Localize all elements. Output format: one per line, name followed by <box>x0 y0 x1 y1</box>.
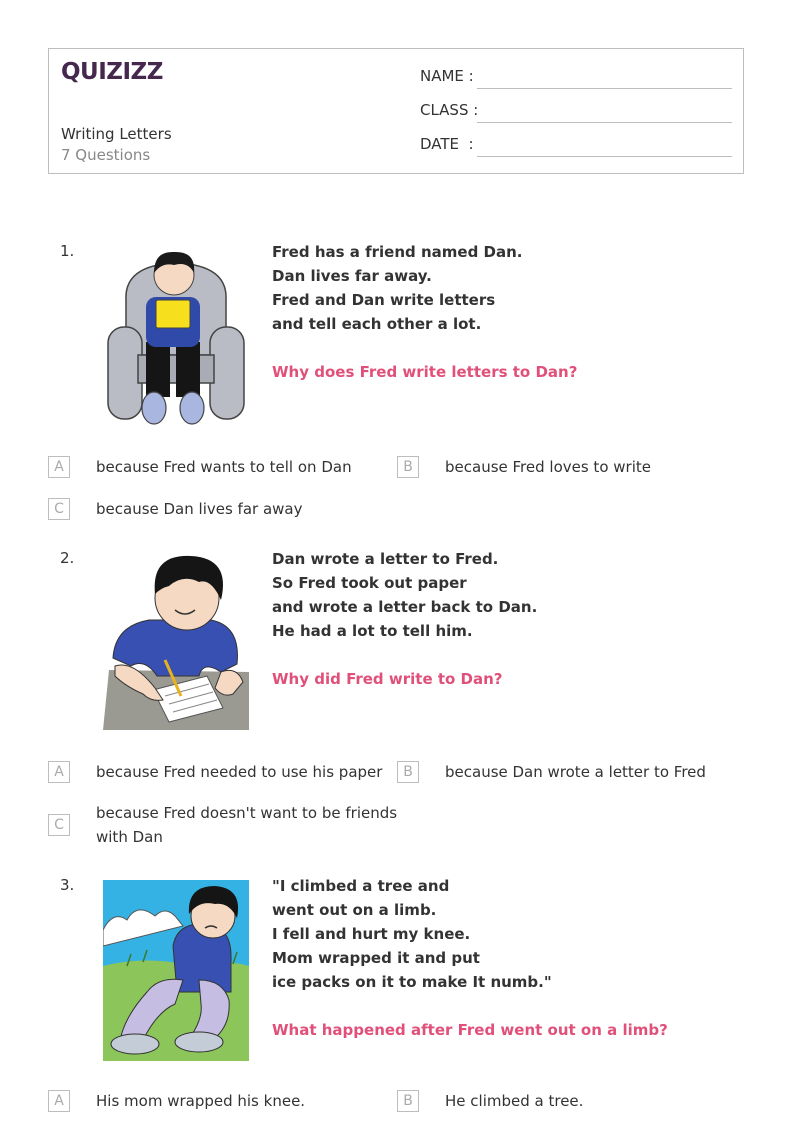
passage-line: ice packs on it to make It numb." <box>272 973 552 991</box>
quizizz-logo: QUIZIZZ <box>61 59 163 85</box>
option-text: He climbed a tree. <box>445 1092 584 1110</box>
option-letter-box[interactable]: A <box>48 1090 70 1112</box>
passage-line: "I climbed a tree and <box>272 877 450 895</box>
question-number: 2. <box>60 549 75 567</box>
option-text: because Fred needed to use his paper <box>96 763 383 781</box>
boy-hurt-knee-illustration <box>103 880 249 1061</box>
boy-writing-letter-illustration <box>103 548 249 730</box>
passage-line: Dan wrote a letter to Fred. <box>272 550 499 568</box>
option-letter-box[interactable]: B <box>397 761 419 783</box>
option-letter-box[interactable]: C <box>48 498 70 520</box>
passage-line: Dan lives far away. <box>272 267 432 285</box>
name-line[interactable] <box>477 88 732 89</box>
boy-reading-in-armchair-illustration <box>104 245 248 427</box>
question-passage <box>272 874 668 1042</box>
name-label: NAME : <box>420 67 474 85</box>
passage-line: Mom wrapped it and put <box>272 949 480 967</box>
name-field[interactable] <box>420 67 732 91</box>
passage-line: I fell and hurt my knee. <box>272 925 471 943</box>
question-number: 3. <box>60 876 75 894</box>
option-text-line-2: with Dan <box>96 828 163 846</box>
option-text-line-1: because Fred doesn't want to be friends <box>96 804 398 822</box>
option-text: because Dan lives far away <box>96 500 303 518</box>
class-label: CLASS : <box>420 101 479 119</box>
passage-line: He had a lot to tell him. <box>272 622 473 640</box>
question-prompt: Why does Fred write letters to Dan? <box>272 363 578 381</box>
option-letter-box[interactable]: A <box>48 761 70 783</box>
option-letter-box[interactable]: B <box>397 456 419 478</box>
question-passage <box>272 547 537 691</box>
question-prompt: What happened after Fred went out on a limb? <box>272 1021 668 1039</box>
option-letter-box[interactable]: C <box>48 814 70 836</box>
option-text: because Fred wants to tell on Dan <box>96 458 352 476</box>
passage-line: and wrote a letter back to Dan. <box>272 598 538 616</box>
date-field[interactable] <box>420 135 732 159</box>
option-text: because Fred loves to write <box>445 458 651 476</box>
class-field[interactable] <box>420 101 732 125</box>
question-count: 7 Questions <box>61 146 151 164</box>
passage-line: Fred and Dan write letters <box>272 291 496 309</box>
passage-line: went out on a limb. <box>272 901 437 919</box>
question-passage <box>272 240 577 384</box>
passage-line: So Fred took out paper <box>272 574 467 592</box>
worksheet-header <box>48 48 744 174</box>
passage-line: Fred has a friend named Dan. <box>272 243 523 261</box>
question-prompt: Why did Fred write to Dan? <box>272 670 503 688</box>
option-letter-box[interactable]: A <box>48 456 70 478</box>
option-letter-box[interactable]: B <box>397 1090 419 1112</box>
passage-line: and tell each other a lot. <box>272 315 482 333</box>
class-line[interactable] <box>477 122 732 123</box>
date-label: DATE : <box>420 135 474 153</box>
option-text: because Dan wrote a letter to Fred <box>445 763 706 781</box>
option-text: His mom wrapped his knee. <box>96 1092 306 1110</box>
question-number: 1. <box>60 242 75 260</box>
date-line[interactable] <box>477 156 732 157</box>
worksheet-title: Writing Letters <box>61 125 172 143</box>
